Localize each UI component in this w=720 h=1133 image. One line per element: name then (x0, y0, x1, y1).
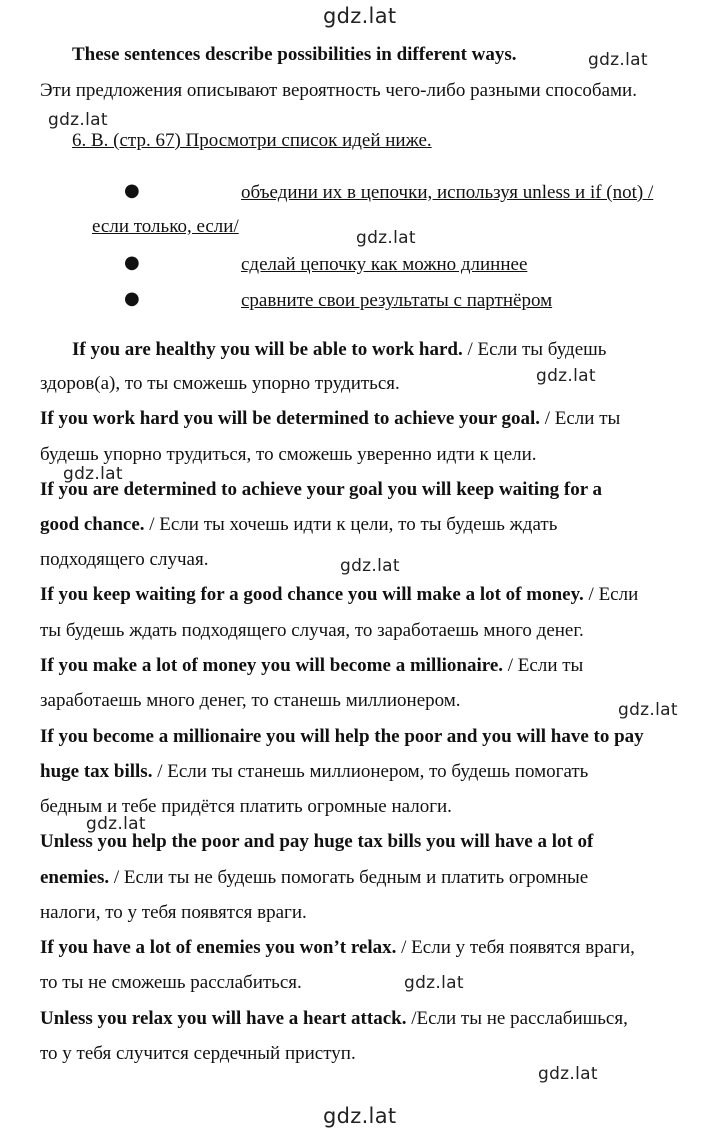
sentence-english: huge tax bills. (40, 761, 153, 782)
sentence-russian-line: заработаешь много денег, то станешь миллионером. (40, 690, 461, 711)
watermark-bottom: gdz.lat (323, 1104, 397, 1128)
sentence-russian-line: ты будешь ждать подходящего случая, то заработаешь много денег. (40, 620, 584, 641)
sentence-russian: / Если ты хочешь идти к цели, то ты будешь ждать (144, 514, 558, 535)
sentence-line (40, 867, 588, 889)
bullet-dot: ● (124, 288, 140, 309)
sentence-line (40, 655, 583, 677)
sentence-russian: / Если (583, 584, 639, 605)
sentence-russian-line: подходящего случая. (40, 549, 209, 570)
sentence-russian: / Если у тебя появятся враги, (396, 937, 635, 958)
sentence-english: If you become a millionaire you will help the poor and you will have to pay (40, 726, 644, 747)
sentence-line (40, 584, 638, 606)
sentence-english: If you are determined to achieve your goal you will keep waiting for a (40, 479, 603, 500)
sentence-russian: /Если ты не расслабишься, (406, 1008, 628, 1029)
watermark: gdz.lat (618, 700, 678, 720)
sentence-russian-line: то ты не сможешь расслабиться. (40, 972, 302, 993)
sentence-russian: / Если ты не будешь помогать бедным и платить огромные (109, 867, 589, 888)
sentence-line (72, 339, 606, 361)
bullet-text: сделай цепочку как можно длиннее (241, 254, 528, 275)
watermark-top: gdz.lat (323, 4, 397, 28)
watermark: gdz.lat (356, 228, 416, 248)
sentence-russian: / Если ты (539, 408, 621, 429)
watermark: gdz.lat (588, 50, 648, 70)
watermark: gdz.lat (538, 1064, 598, 1084)
sentence-russian-line: налоги, то у тебя появятся враги. (40, 902, 307, 923)
sentence-line (40, 514, 557, 536)
bullet-dot: ● (124, 180, 140, 201)
sentence-russian-line: бедным и тебе придётся платить огромные налоги. (40, 796, 452, 817)
watermark: gdz.lat (340, 556, 400, 576)
sentence-russian: / Если ты станешь миллионером, то будешь помогать (152, 761, 589, 782)
bullet-dot: ● (124, 252, 140, 273)
sentence-english: Unless you relax you will have a heart attack. (40, 1008, 407, 1029)
task-heading: 6. B. (стр. 67) Просмотри список идей ниже. (72, 130, 432, 151)
watermark: gdz.lat (536, 366, 596, 386)
sentence-line (40, 408, 620, 430)
watermark: gdz.lat (48, 110, 108, 130)
sentence-english: good chance. (40, 514, 145, 535)
sentence-english: enemies. (40, 867, 110, 888)
watermark: gdz.lat (404, 973, 464, 993)
sentence-russian-line: будешь упорно трудиться, то сможешь уверенно идти к цели. (40, 444, 537, 465)
sentence-line (40, 937, 635, 959)
sentence-russian: / Если ты (503, 655, 584, 676)
bullet-text: сравните свои результаты с партнёром (241, 290, 553, 311)
sentence-english: If you make a lot of money you will become a millionaire. (40, 655, 504, 676)
sentence-english: Unless you help the poor and pay huge tax bills you will have a lot of (40, 831, 594, 852)
watermark: gdz.lat (63, 464, 123, 484)
sentence-russian: / Если ты будешь (462, 339, 607, 360)
sentence-english: If you have a lot of enemies you won’t relax. (40, 937, 397, 958)
sentence-english: If you keep waiting for a good chance you will make a lot of money. (40, 584, 584, 605)
intro-english: These sentences describe possibilities in different ways. (72, 44, 517, 65)
sentence-line (40, 1008, 628, 1030)
sentence-english: If you are healthy you will be able to work hard. (72, 339, 463, 360)
intro-russian: Эти предложения описывают вероятность чего-либо разными способами. (40, 80, 637, 101)
sentence-russian-line: здоров(а), то ты сможешь упорно трудиться. (40, 373, 400, 394)
bullet-text-continued: если только, если/ (92, 216, 239, 237)
bullet-text: объедини их в цепочки, используя unless и if (not) / (241, 182, 654, 203)
sentence-english: If you work hard you will be determined to achieve your goal. (40, 408, 540, 429)
sentence-line (40, 761, 588, 783)
sentence-russian-line: то у тебя случится сердечный приступ. (40, 1043, 356, 1064)
watermark: gdz.lat (86, 814, 146, 834)
